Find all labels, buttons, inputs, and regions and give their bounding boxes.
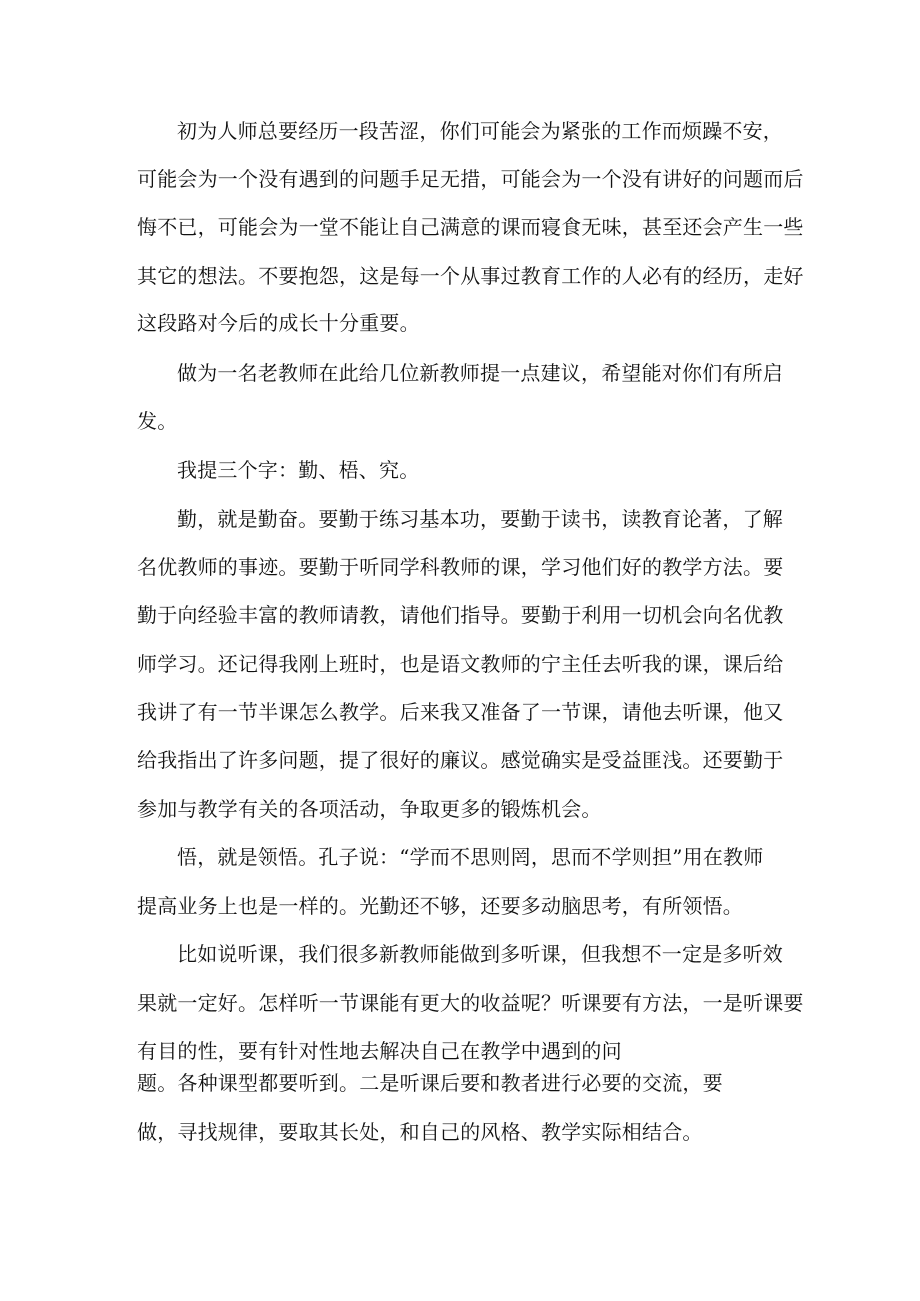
paragraph-1-line-5: 这段路对今后的成长十分重要。 <box>137 311 420 335</box>
paragraph-3-line-1: 我提三个字：勤、梧、究。 <box>177 458 420 482</box>
paragraph-1-line-1: 初为人师总要经历一段苦涩，你们可能会为紧张的工作而烦躁不安， <box>177 119 783 143</box>
paragraph-6-line-2: 果就一定好。怎样听一节课能有更大的收益呢？听课要有方法，一是听课要 <box>137 991 804 1015</box>
paragraph-1-line-2: 可能会为一个没有遇到的问题手足无措，可能会为一个没有讲好的问题而后 <box>137 167 804 191</box>
paragraph-2-line-2: 发。 <box>137 409 178 433</box>
paragraph-6-line-1: 比如说听课，我们很多新教师能做到多听课，但我想不一定是多听效 <box>177 942 783 966</box>
paragraph-4-line-1: 勤，就是勤奋。要勤于练习基本功，要勤于读书，读教育论著，了解 <box>177 507 783 531</box>
paragraph-1-line-4: 其它的想法。不要抱怨，这是每一个从事过教育工作的人必有的经历，走好 <box>137 264 804 288</box>
paragraph-5-line-1: 悟，就是领悟。孔子说：“学而不思则罔，思而不学则担”用在教师 <box>177 845 764 869</box>
paragraph-4-line-2: 名优教师的事迹。要勤于听同学科教师的课，学习他们好的教学方法。要 <box>137 555 784 579</box>
paragraph-6-line-5: 做，寻找规律，要取其长处，和自己的风格、教学实际相结合。 <box>137 1120 703 1144</box>
paragraph-1-line-3: 悔不已，可能会为一堂不能让自己满意的课而寝食无味，甚至还会产生一些 <box>137 215 804 239</box>
paragraph-4-line-7: 参加与教学有关的各项活动，争取更多的锻炼机会。 <box>137 797 602 821</box>
paragraph-4-line-4: 师学习。还记得我刚上班时，也是语文教师的宁主任去听我的课，课后给 <box>137 652 784 676</box>
paragraph-4-line-3: 勤于向经验丰富的教师请教，请他们指导。要勤于利用一切机会向名优教 <box>137 603 784 627</box>
paragraph-6-line-4: 题。各种课型都要听到。二是听课后要和教者进行必要的交流，要 <box>137 1071 723 1095</box>
paragraph-6-line-3: 有目的性，要有针对性地去解决自己在教学中遇到的问 <box>137 1039 622 1063</box>
paragraph-4-line-5: 我讲了有一节半课怎么教学。后来我又准备了一节课，请他去听课，他又 <box>137 700 784 724</box>
paragraph-4-line-6: 给我指出了许多问题，提了很好的廉议。感觉确实是受益匪浅。还要勤于 <box>137 748 784 772</box>
paragraph-5-line-2: 提高业务上也是一样的。光勤还不够，还要多动脑思考，有所领悟。 <box>137 894 743 918</box>
paragraph-2-line-1: 做为一名老教师在此给几位新教师提一点建议，希望能对你们有所启 <box>177 361 783 385</box>
